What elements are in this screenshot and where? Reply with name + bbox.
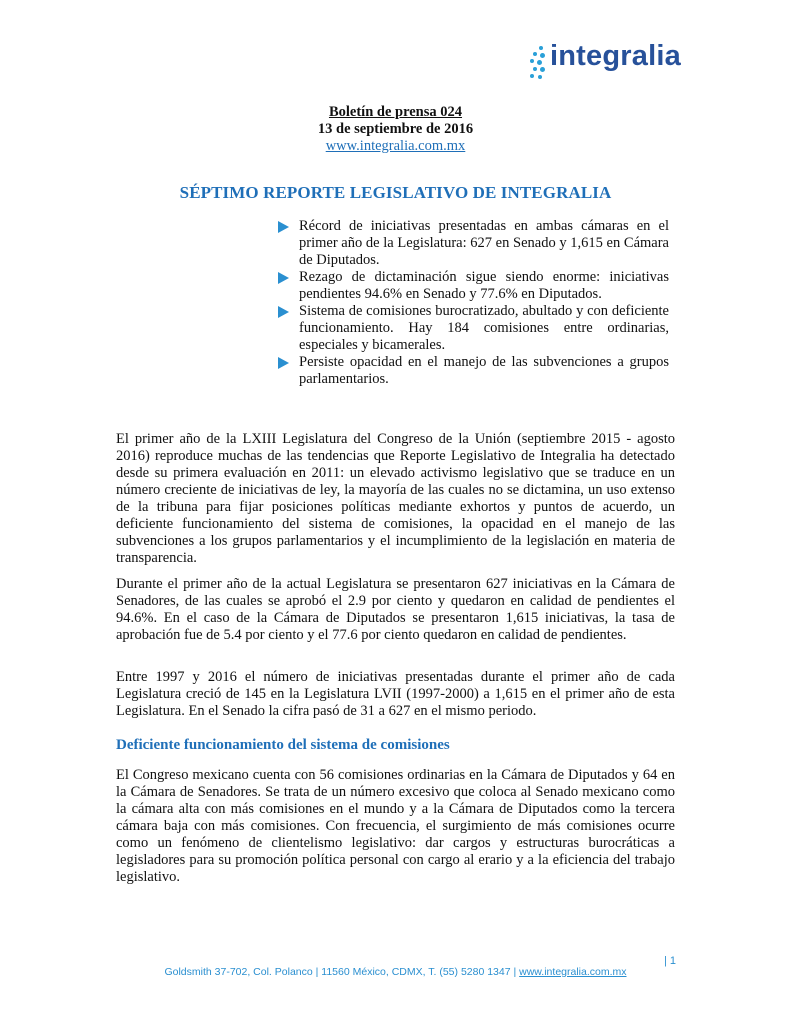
- logo-dots-icon: [530, 46, 552, 82]
- list-item: Sistema de comisiones burocratizado, abultado y con deficiente funcionamiento. Hay 184 comisiones entre ordinarias, especiales y bicamerales.: [276, 303, 669, 354]
- list-item: Rezago de dictaminación sigue siendo enorme: iniciativas pendientes 94.6% en Senado y 77.6% en Diputados.: [276, 269, 669, 303]
- body-paragraph: El Congreso mexicano cuenta con 56 comisiones ordinarias en la Cámara de Diputados y 64 en la Cámara de Senadores. Se trata de un número excesivo que coloca al Senado mexicano como la cámara alta con más comisiones en el mundo y a la Cámara de Diputados como la tercera cámara baja con más comisiones. Con frecuencia, el surgimiento de más comisiones ocurre como un fenómeno de clientelismo legislativo: dar cargos y estructuras burocráticas a legisladores para su promoción política personal con cargo al erario y a la eficiencia del trabajo legislativo.: [116, 767, 675, 885]
- highlights-list: [276, 218, 669, 388]
- footer-website-link[interactable]: www.integralia.com.mx: [519, 966, 627, 978]
- section-subheading: Deficiente funcionamiento del sistema de comisiones: [116, 737, 450, 753]
- footer: [0, 966, 791, 978]
- integralia-logo: [530, 40, 681, 84]
- bulletin-date: 13 de septiembre de 2016: [317, 121, 474, 137]
- arrow-bullet-icon: [278, 357, 289, 369]
- footer-address: Goldsmith 37-702, Col. Polanco | 11560 México, CDMX, T. (55) 5280 1347 |: [164, 966, 520, 978]
- list-item: Persiste opacidad en el manejo de las subvenciones a grupos parlamentarios.: [276, 354, 669, 388]
- arrow-bullet-icon: [278, 221, 289, 233]
- press-release-header: [0, 104, 791, 155]
- body-paragraph: El primer año de la LXIII Legislatura del Congreso de la Unión (septiembre 2015 - agosto 2016) reproduce muchas de las tendencias que Reporte Legislativo de Integralia ha detectado desde su primera evaluación en 2011: un elevado activismo legislativo que se traduce en un número creciente de iniciativas de ley, la mayoría de las cuales no se dictamina, un uso extenso de la tribuna para fijar posiciones políticas mediante exhortos y puntos de acuerdo, un deficiente funcionamiento del sistema de comisiones, la opacidad en el manejo de las subvenciones a los grupos parlamentarios y el incumplimiento de la legislación en materia de transparencia.: [116, 431, 675, 566]
- bulletin-number: Boletín de prensa 024: [328, 104, 463, 120]
- page-number: | 1: [664, 955, 677, 967]
- arrow-bullet-icon: [278, 272, 289, 284]
- arrow-bullet-icon: [278, 306, 289, 318]
- body-paragraph: Entre 1997 y 2016 el número de iniciativas presentadas durante el primer año de cada Legislatura creció de 145 en la Legislatura LVII (1997-2000) a 1,615 en el primer año de esta Legislatura. En el Senado la cifra pasó de 31 a 627 en el mismo periodo.: [116, 669, 675, 719]
- body-paragraph: Durante el primer año de la actual Legislatura se presentaron 627 iniciativas en la Cámara de Senadores, de las cuales se aprobó el 2.9 por ciento y quedaron en calidad de pendientes el 94.6%. En el caso de la Cámara de Diputados se presentaron 1,615 iniciativas, la tasa de aprobación fue de 5.4 por ciento y el 77.6 por ciento quedaron en calidad de pendientes.: [116, 576, 675, 643]
- logo-text: integralia: [550, 40, 681, 72]
- page-title: SÉPTIMO REPORTE LEGISLATIVO DE INTEGRALIA: [179, 183, 612, 202]
- list-item: Récord de iniciativas presentadas en ambas cámaras en el primer año de la Legislatura: 627 en Senado y 1,615 en Cámara de Diputados.: [276, 218, 669, 269]
- header-website-link[interactable]: www.integralia.com.mx: [325, 138, 466, 154]
